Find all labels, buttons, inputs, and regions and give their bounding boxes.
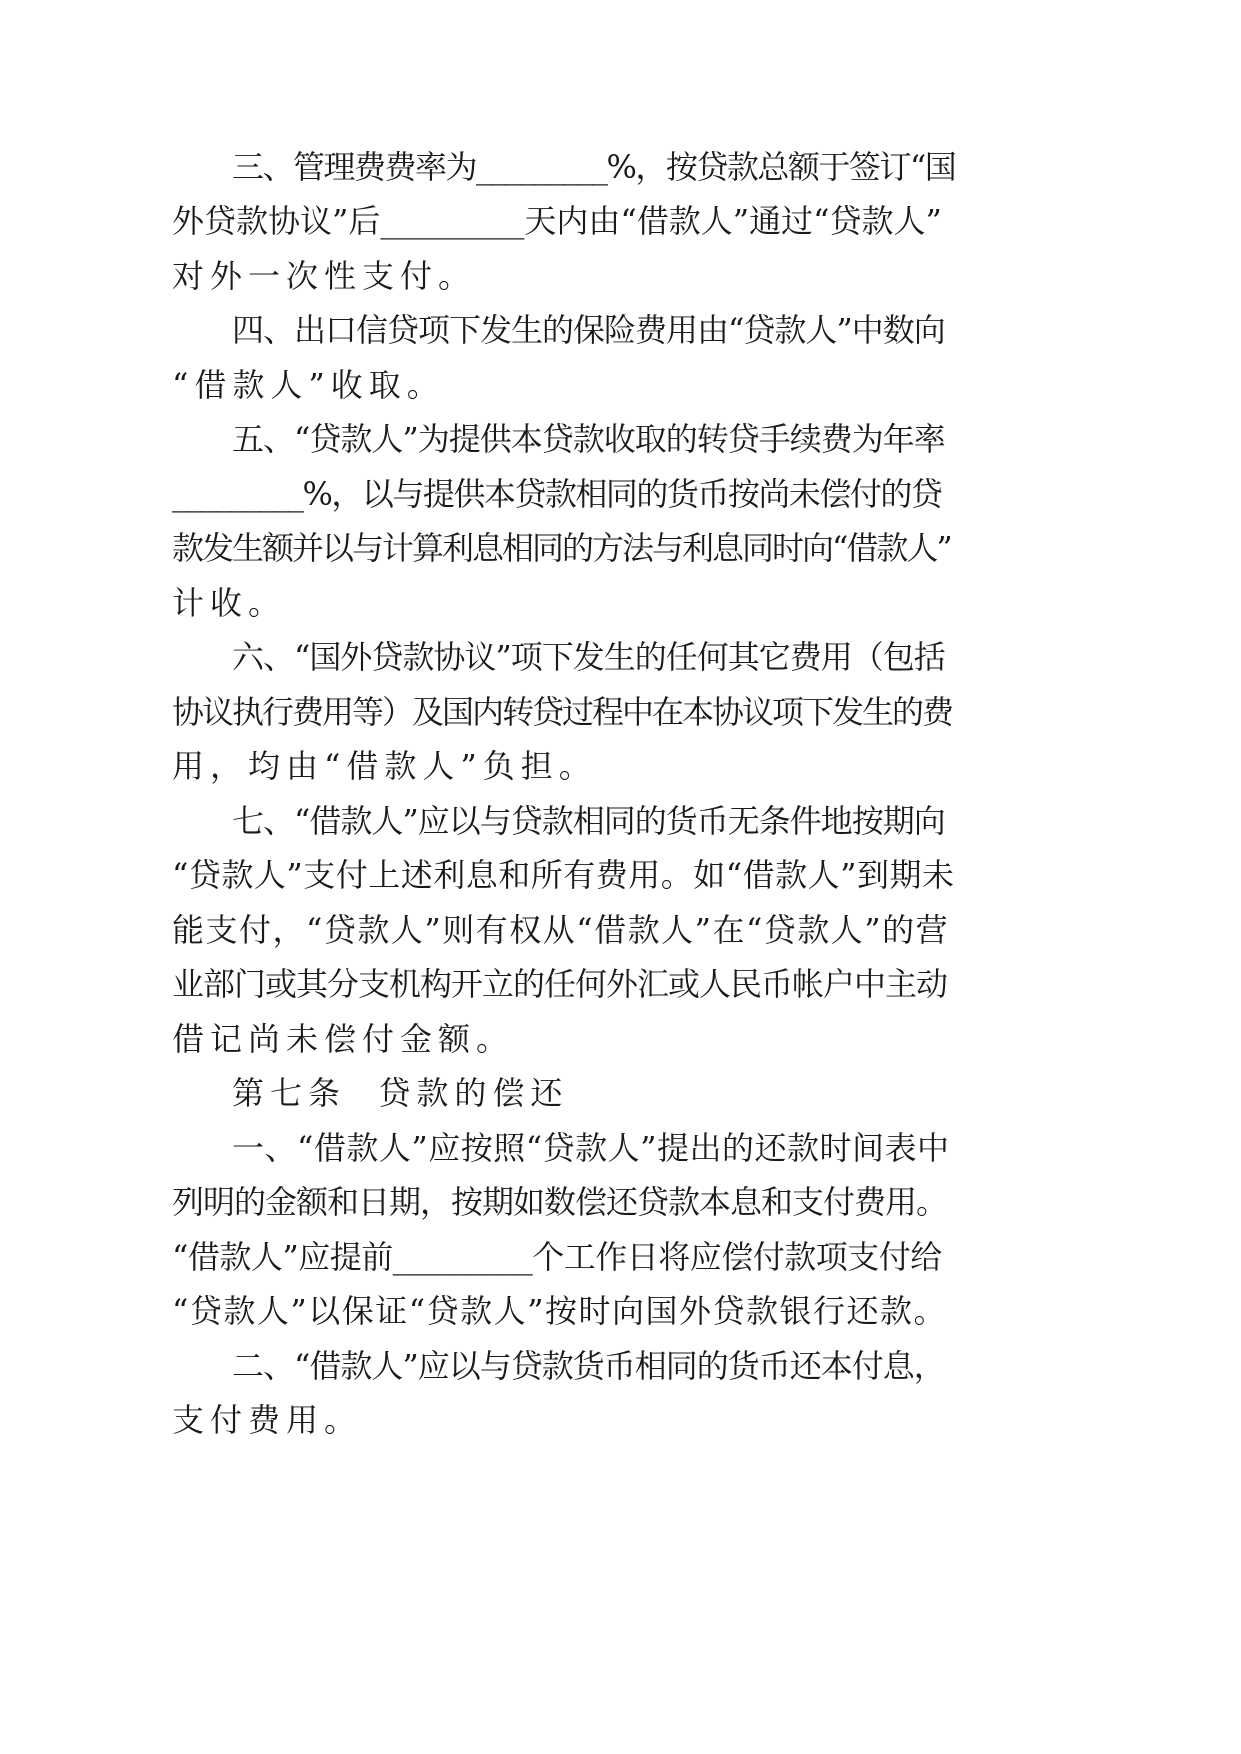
paragraph-6-line-3: 用，均由“借款人”负担。 bbox=[172, 747, 597, 785]
paragraph-5-line-1: 五、“贷款人”为提供本贷款收取的转贷手续费为年率 bbox=[232, 420, 945, 458]
article-7-paragraph-1-line-4: “贷款人”以保证“贷款人”按时向国外贷款银行还款。 bbox=[172, 1292, 947, 1330]
paragraph-7-line-5: 借记尚未偿付金额。 bbox=[172, 1020, 515, 1058]
article-7-paragraph-1-line-2: 列明的金额和日期，按期如数偿还贷款本息和支付费用。 bbox=[172, 1183, 948, 1221]
article-7-paragraph-2-line-1: 二、“借款人”应以与贷款货币相同的货币还本付息， bbox=[232, 1347, 945, 1385]
paragraph-3-line-3: 对外一次性支付。 bbox=[172, 257, 477, 295]
article-7-paragraph-1-line-1: 一、“借款人”应按照“贷款人”提出的还款时间表中 bbox=[232, 1129, 950, 1167]
paragraph-5-line-3: 款发生额并以与计算利息相同的方法与利息同时向“借款人” bbox=[172, 529, 951, 567]
paragraph-5-line-4: 计收。 bbox=[172, 584, 287, 622]
article-7-heading: 第七条 贷款的偿还 bbox=[232, 1074, 569, 1112]
article-7-paragraph-1-line-3: “借款人”应提前_________个工作日将应偿付款项支付给 bbox=[172, 1238, 942, 1276]
paragraph-7-line-3: 能支付，“贷款人”则有权从“借款人”在“贷款人”的营 bbox=[172, 911, 950, 949]
article-7-paragraph-2-line-2: 支付费用。 bbox=[172, 1401, 363, 1439]
paragraph-4-line-2: “借款人”收取。 bbox=[172, 366, 445, 404]
paragraph-5-line-2: _________%，以与提供本贷款相同的货币按尚未偿付的贷 bbox=[172, 475, 942, 513]
paragraph-6-line-2: 协议执行费用等）及国内转贷过程中在本协议项下发生的费 bbox=[172, 693, 953, 731]
paragraph-7-line-2: “贷款人”支付上述利息和所有费用。如“借款人”到期未 bbox=[172, 856, 955, 894]
paragraph-6-line-1: 六、“国外贷款协议”项下发生的任何其它费用（包括 bbox=[232, 638, 945, 676]
paragraph-3-line-2: 外贷款协议”后_________天内由“借款人”通过“贷款人” bbox=[172, 202, 942, 240]
paragraph-3-line-1: 三、管理费费率为_________%，按贷款总额于签订“国 bbox=[232, 148, 956, 186]
paragraph-7-line-1: 七、“借款人”应以与贷款相同的货币无条件地按期向 bbox=[232, 802, 945, 840]
paragraph-7-line-4: 业部门或其分支机构开立的任何外汇或人民币帐户中主动 bbox=[172, 965, 948, 1003]
paragraph-4-line-1: 四、出口信贷项下发生的保险费用由“贷款人”中数向 bbox=[232, 311, 945, 349]
